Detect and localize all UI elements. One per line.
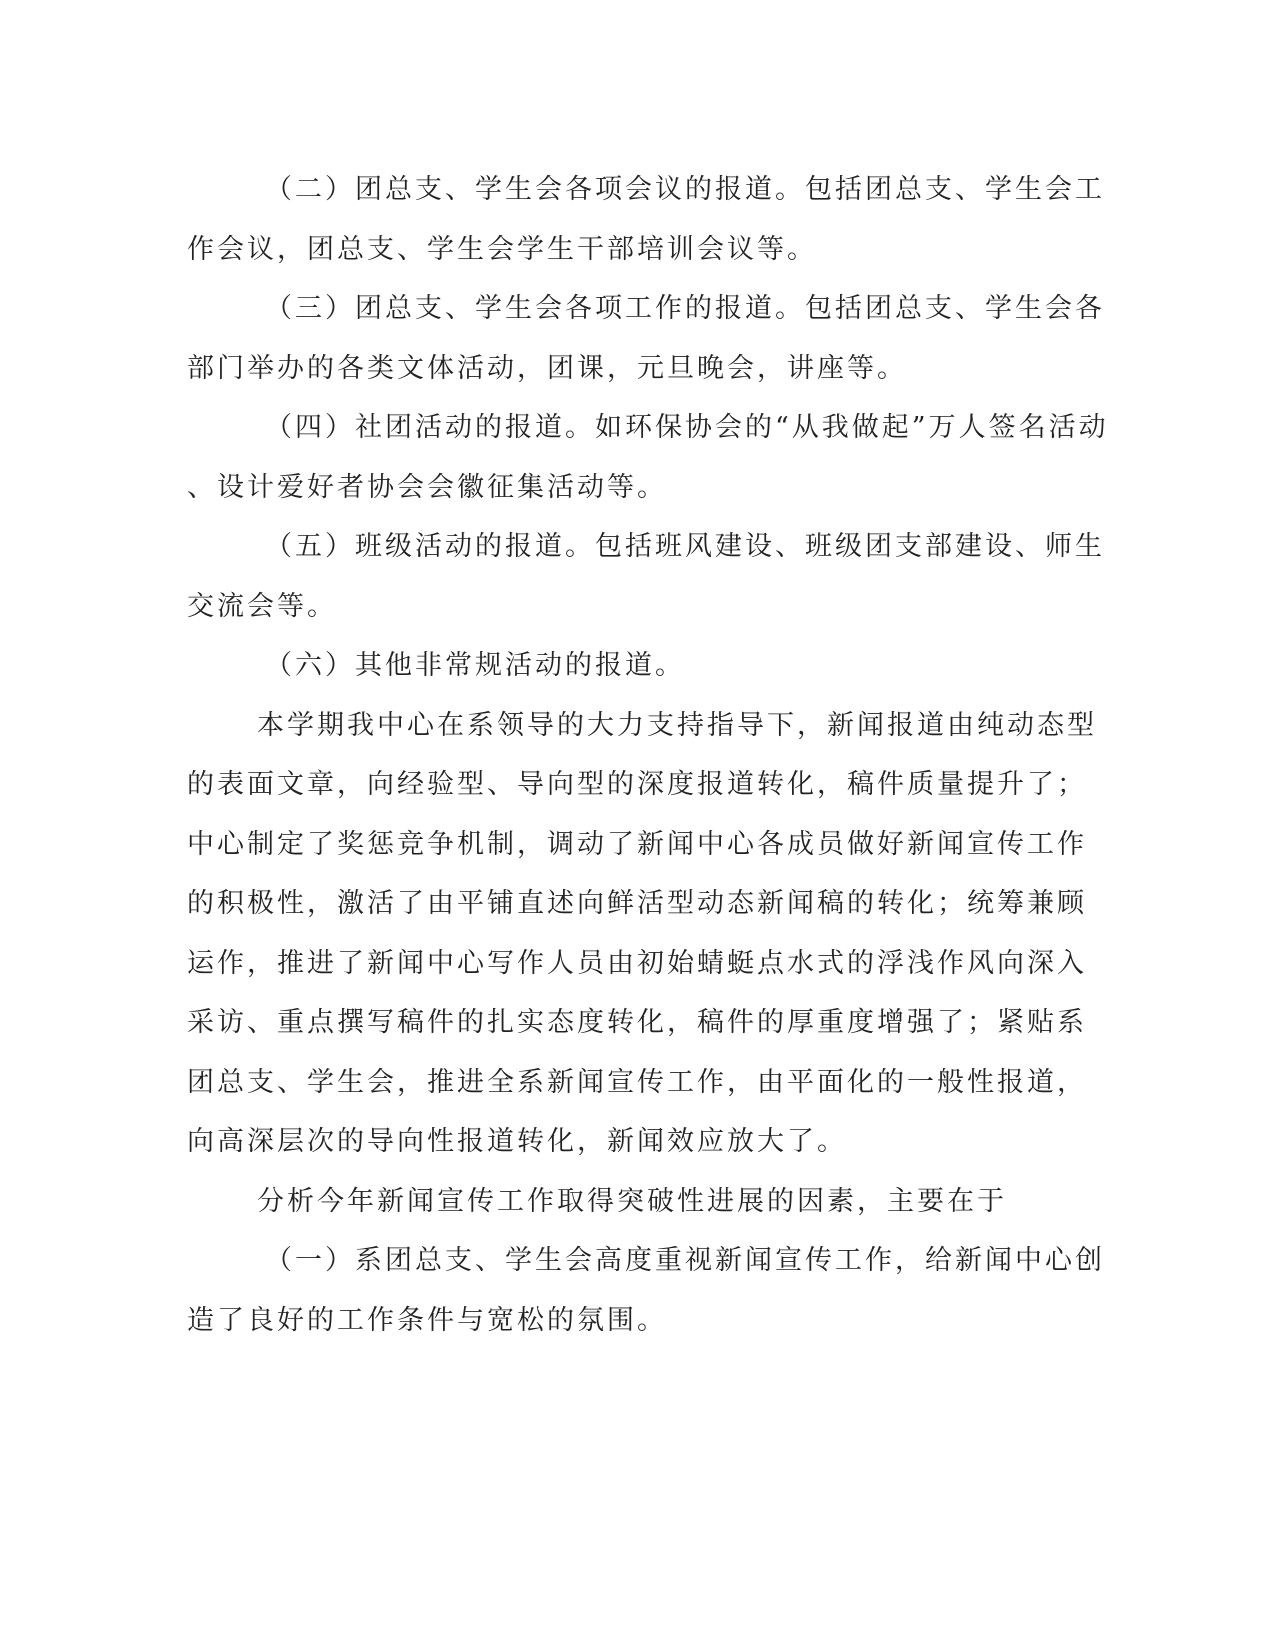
text-line: 造了良好的工作条件与宽松的氛围。 xyxy=(187,1304,667,1336)
text-line: 的表面文章，向经验型、导向型的深度报道转化，稿件质量提升了； xyxy=(187,769,1087,800)
paragraph-summary-paragraph xyxy=(187,696,1097,1172)
paragraph-factor-1 xyxy=(187,1231,1105,1350)
text-line: 团总支、学生会，推进全系新闻宣传工作，由平面化的一般性报道， xyxy=(187,1066,1087,1098)
paragraph-item-2 xyxy=(187,160,1105,279)
text-line: （六）其他非常规活动的报道。 xyxy=(265,650,685,681)
paragraph-item-5 xyxy=(187,517,1105,636)
paragraph-analysis-paragraph xyxy=(187,1172,1067,1232)
text-line: 作会议，团总支、学生会学生干部培训会议等。 xyxy=(187,233,817,265)
text-line: 运作，推进了新闻中心写作人员由初始蜻蜓点水式的浮浅作风向深入 xyxy=(187,947,1087,979)
text-line: 、设计爱好者协会会徽征集活动等。 xyxy=(187,471,667,503)
text-line: （一）系团总支、学生会高度重视新闻宣传工作，给新闻中心创 xyxy=(265,1245,1105,1276)
document-body xyxy=(187,160,1109,1350)
text-line: 交流会等。 xyxy=(187,590,337,622)
paragraph-item-6 xyxy=(187,636,1067,696)
text-line: 部门举办的各类文体活动，团课，元旦晚会，讲座等。 xyxy=(187,352,907,384)
text-line: （二）团总支、学生会各项会议的报道。包括团总支、学生会工 xyxy=(265,174,1105,205)
paragraph-item-3 xyxy=(187,279,1105,398)
text-line: 本学期我中心在系领导的大力支持指导下，新闻报道由纯动态型 xyxy=(257,709,1097,741)
text-line: （四）社团活动的报道。如环保协会的“从我做起”万人签名活动 xyxy=(265,412,1109,443)
text-line: （五）班级活动的报道。包括班风建设、班级团支部建设、师生 xyxy=(265,531,1105,562)
text-line: 的积极性，激活了由平铺直述向鲜活型动态新闻稿的转化；统筹兼顾 xyxy=(187,888,1087,919)
text-line: 分析今年新闻宣传工作取得突破性进展的因素，主要在于 xyxy=(257,1185,1007,1217)
text-line: 中心制定了奖惩竞争机制，调动了新闻中心各成员做好新闻宣传工作 xyxy=(187,828,1087,860)
paragraph-item-4 xyxy=(187,398,1109,517)
text-line: 采访、重点撰写稿件的扎实态度转化，稿件的厚重度增强了；紧贴系 xyxy=(187,1007,1087,1038)
text-line: 向高深层次的导向性报道转化，新闻效应放大了。 xyxy=(187,1126,847,1157)
text-line: （三）团总支、学生会各项工作的报道。包括团总支、学生会各 xyxy=(265,293,1105,324)
